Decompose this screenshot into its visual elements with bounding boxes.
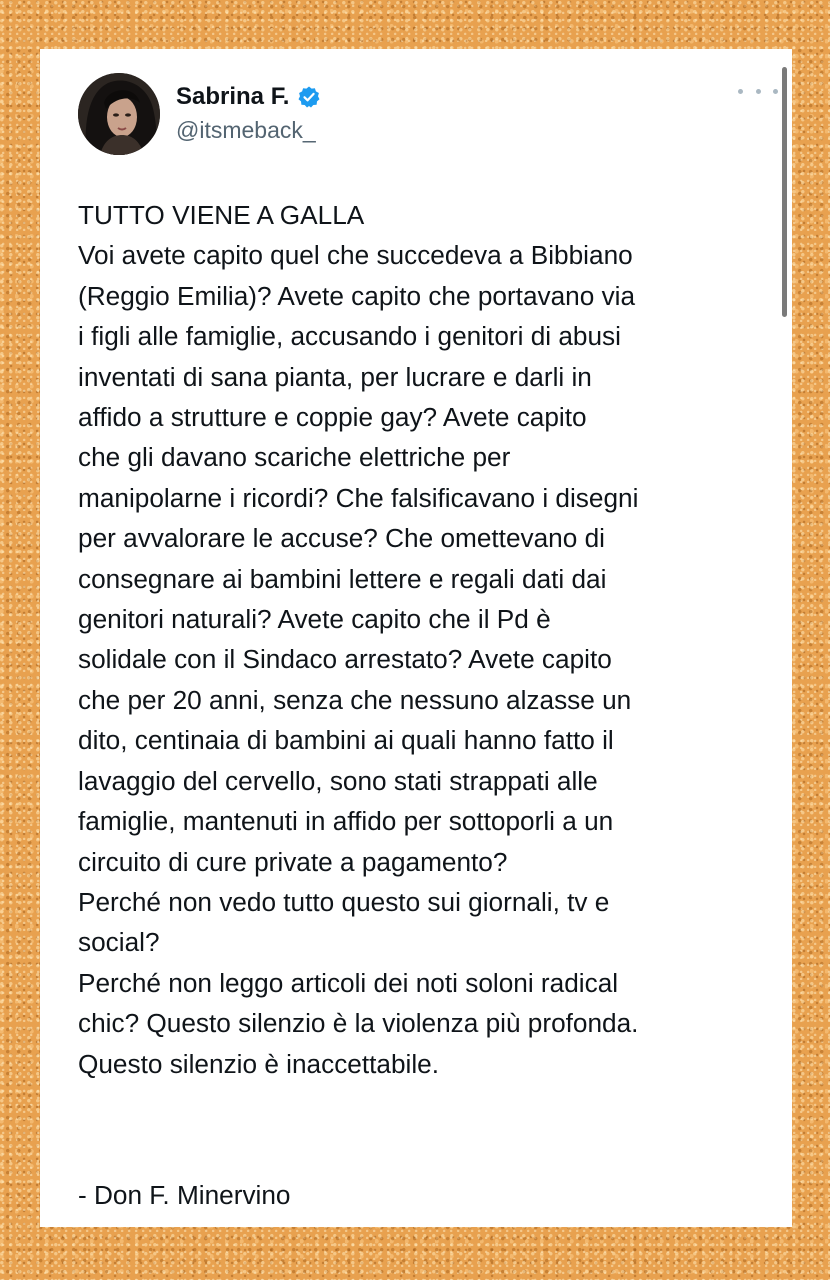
scrollbar[interactable]: [782, 67, 787, 317]
author-name-row: [176, 83, 321, 111]
more-options-icon[interactable]: [738, 81, 778, 101]
more-dot: [773, 89, 778, 94]
more-dot: [756, 89, 761, 94]
tweet-signature: - Don F. Minervino: [78, 1180, 291, 1210]
tweet-card: [40, 49, 792, 1227]
tweet-text: TUTTO VIENE A GALLA Voi avete capito quel che succedeva a Bibbiano (Reggio Emilia)? Avete capito che portavano via i figli alle famiglie, accusando i genitori di abusi inventati di sana pianta, per lucrare e darli in affido a strutture e coppie gay? Avete capito che gli davano scariche elettriche per manipolarne i ricordi? Che falsificavano i disegni per avvalorare le accuse? Che omettevano di consegnare ai bambini lettere e regali dati dai genitori naturali? Avete capito che il Pd è solidale con il Sindaco arrestato? Avete capito che per 20 anni, senza che nessuno alzasse un dito, centinaia di bambini ai quali hanno fatto il lavaggio del cervello, sono stati strappati alle famiglie, mantenuti in affido per sottoporli a un circuito di cure private a pagamento? Perché non vedo tutto questo sui giornali, tv e social? Perché non leggo articoli dei noti soloni radical chic? Questo silenzio è la violenza più profonda. Questo silenzio è inaccettabile.: [78, 200, 639, 1079]
tweet-header: [78, 61, 778, 151]
avatar-photo: [78, 73, 160, 155]
verified-badge-icon: [297, 85, 321, 109]
author-handle[interactable]: @itsmeback_: [176, 117, 316, 143]
avatar[interactable]: [78, 73, 160, 155]
author-display-name[interactable]: Sabrina F.: [176, 83, 290, 110]
more-dot: [738, 89, 743, 94]
